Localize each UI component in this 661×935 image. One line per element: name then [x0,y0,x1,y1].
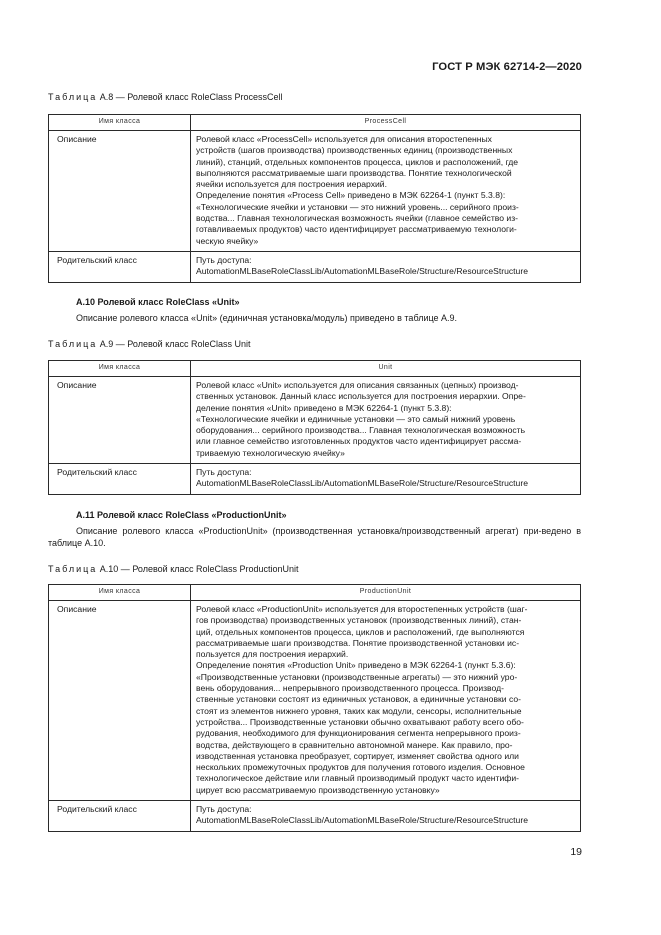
col-header-name: Имя класса [49,361,191,377]
cell-text-line: AutomationMLBaseRoleClassLib/AutomationMLBaseRole/Structure/ResourceStructure [196,815,528,826]
cell-text-line: гов производства) производственных установок (производственных линий), стан- [196,615,522,626]
table-row [49,601,581,801]
table-row [49,464,581,495]
table-caption-a8 [48,92,283,102]
cell-text-line: триваемую технологическую ячейку» [196,447,345,458]
cell-text-line: рассматриваемые шаги производства. Понятие производственной установки ис- [196,637,520,648]
cell-text-line: готавливаемых продуктов) часто идентифицирует рассматриваемую технологи- [196,224,517,235]
cell-text-line: рудования, необходимого для функционирования сегмента непрерывного произ- [196,728,521,739]
section-paragraph-a11: Описание ролевого класса «ProductionUnit» (производственная установка/производственный агрегат) при-ведено в таблице А.10. [48,526,581,548]
table-row [49,801,581,832]
row-name: Родительский класс [49,801,191,832]
cell-text-line: изводственная установка преобразует, сортирует, изменяет свойства одного или [196,750,519,761]
row-value [191,601,581,801]
cell-text-line: вень оборудования... непрерывного производственного процесса. Производ- [196,683,504,694]
cell-text-line: Ролевой класс «ProcessCell» используется для описания второстепенных [196,134,492,144]
cell-text-line: Ролевой класс «Unit» используется для описания связанных (цепных) производ- [196,380,519,390]
cell-text-line: устройств (шагов производства) производственных единиц (производственных [196,145,513,156]
caption-label: Таблица [48,92,98,102]
cell-text-line: нескольких промежуточных продуктов для получения готового изделия. Основное [196,762,525,773]
row-value [191,464,581,495]
caption-text: А.10 — Ролевой класс RoleClass ProductionUnit [97,564,299,574]
row-value [191,801,581,832]
section-paragraph-a10: Описание ролевого класса «Unit» (единичная установка/модуль) приведено в таблице А.9. [76,313,458,323]
standard-designation: ГОСТ Р МЭК 62714-2—2020 [432,61,582,73]
caption-text: А.8 — Ролевой класс RoleClass ProcessCell [97,92,283,102]
cell-text-line: AutomationMLBaseRoleClassLib/AutomationMLBaseRole/Structure/ResourceStructure [196,266,528,277]
cell-text-line: ячейки используется для построения иерархий. [196,179,387,190]
caption-label: Таблица [48,564,98,574]
caption-text: А.9 — Ролевой класс RoleClass Unit [97,339,251,349]
cell-text-line: Путь доступа: [196,254,252,265]
cell-text-line: ственные установки состоят из единичных установок, а единичные установки со- [196,694,522,705]
row-name: Описание [49,601,191,801]
cell-text-line: ственных установок. Данный класс используется для построения иерархии. Опре- [196,391,526,402]
cell-text-line: водства... Главная технологическая возможность ячейки (главное семейство из- [196,213,519,224]
col-header-value: Unit [191,361,581,377]
cell-text-line: оборудования... серийного производства... Главная технологическая возможность [196,425,526,436]
table-row [49,131,581,252]
cell-text-line: Определение понятия «Process Cell» приведено в МЭК 62264-1 (пункт 5.3.8): [196,190,506,201]
section-heading-a11: А.11 Ролевой класс RoleClass «ProductionUnit» [76,510,287,520]
table-a8 [48,114,581,283]
cell-text-line: стоят из элементов нижнего уровня, таких как модули, сенсоры, исполнительные [196,705,522,716]
cell-text-line: деление понятия «Unit» приведено в МЭК 62264-1 (пункт 5.3.8): [196,402,452,413]
cell-text-line: «Технологические ячейки и установки — это нижний уровень... серийного произ- [196,201,519,212]
cell-text-line: ций, отдельных компонентов процесса, циклов и расположений, где выполняются [196,626,525,637]
row-value [191,251,581,282]
row-value [191,377,581,464]
cell-text-line: технологическое действие или главный производимый продукт часто идентифи- [196,773,520,784]
row-name: Родительский класс [49,464,191,495]
cell-text-line: пользуется для построения иерархий. [196,649,349,660]
page-number: 19 [570,846,582,858]
table-row [49,251,581,282]
cell-text-line: «Технологические ячейки и единичные установки — это самый нижний уровень [196,413,516,424]
cell-text-line: линий), станций, отдельных компонентов процесса, циклов и расположений, где [196,156,519,167]
cell-text-line: Путь доступа: [196,804,252,815]
table-row [49,377,581,464]
cell-text-line: или главное семейство изготовленных продуктов часто идентифицирует рассма- [196,436,522,447]
cell-text-line: выполняются рассматриваемые шаги производства. Понятие технологической [196,167,512,178]
col-header-name: Имя класса [49,115,191,131]
cell-text-line: устройства... Производственные установки обычно охватывают работу всего обо- [196,716,524,727]
cell-text-line: AutomationMLBaseRoleClassLib/AutomationMLBaseRole/Structure/ResourceStructure [196,478,528,489]
row-name: Описание [49,377,191,464]
col-header-value: ProductionUnit [191,585,581,601]
table-caption-a10 [48,564,299,574]
caption-label: Таблица [48,339,98,349]
row-value [191,131,581,252]
table-caption-a9 [48,339,251,349]
cell-text-line: Определение понятия «Production Unit» приведено в МЭК 62264-1 (пункт 5.3.6): [196,660,516,671]
section-heading-a10: А.10 Ролевой класс RoleClass «Unit» [76,297,240,307]
cell-text-line: Путь доступа: [196,467,252,478]
row-name: Описание [49,131,191,252]
cell-text-line: водства, действующего в сравнительно автономной манере. Как правило, про- [196,739,513,750]
cell-text-line: «Производственные установки (производственные агрегаты) — это нижний уро- [196,671,518,682]
col-header-name: Имя класса [49,585,191,601]
cell-text-line: цирует всю рассматриваемую производственную установку» [196,784,440,795]
row-name: Родительский класс [49,251,191,282]
table-a9 [48,360,581,495]
col-header-value: ProcessCell [191,115,581,131]
cell-text-line: Ролевой класс «ProductionUnit» используется для второстепенных устройств (шаг- [196,604,528,614]
table-a10 [48,584,581,832]
cell-text-line: ческую ячейку» [196,235,259,246]
